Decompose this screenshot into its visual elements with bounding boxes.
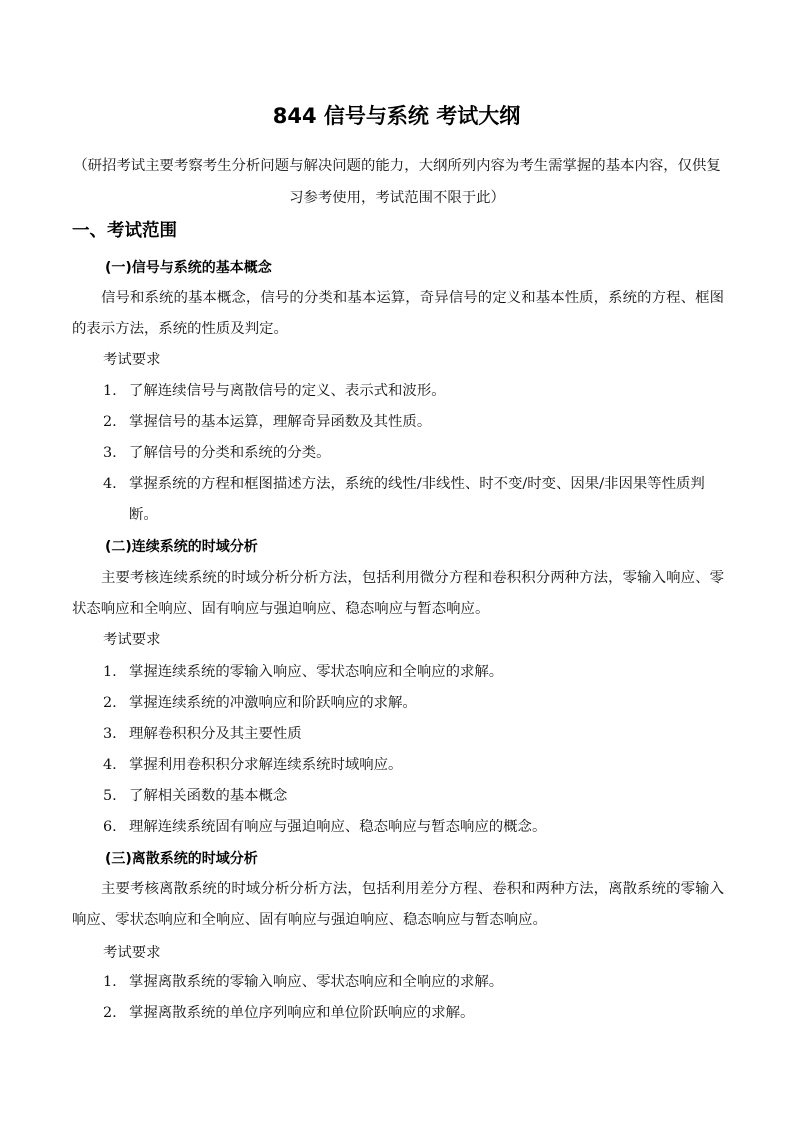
list-item-text: 了解信号的分类和系统的分类。 [129, 445, 331, 461]
list-item [103, 719, 723, 750]
list-item [103, 469, 723, 531]
list-item-number: 3. [103, 726, 117, 742]
list-item-text: 掌握离散系统的单位序列响应和单位阶跃响应的求解。 [129, 1005, 475, 1021]
section-heading-exam-scope: 一、考试范围 [72, 221, 177, 241]
list-item-number: 2. [103, 1005, 117, 1021]
list-item-number: 3. [103, 445, 117, 461]
list-item-number: 4. [103, 476, 117, 492]
list-item-text: 了解连续信号与离散信号的定义、表示式和波形。 [129, 383, 446, 399]
list-item-text: 理解卷积积分及其主要性质 [129, 726, 302, 742]
list-item-text: 掌握利用卷积积分求解连续系统时域响应。 [129, 757, 403, 773]
list-item [103, 812, 723, 843]
subsection-description: 主要考核连续系统的时域分析分析方法，包括利用微分方程和卷积积分两种方法，零输入响应、零状态响应和全响应、固有响应与强迫响应、稳态响应与暂态响应。 [72, 570, 724, 617]
requirements-label: 考试要求 [103, 945, 161, 961]
list-item-text: 掌握系统的方程和框图描述方法，系统的线性/非线性、时不变/时变、因果/非因果等性质判断。 [129, 476, 705, 523]
requirements-label: 考试要求 [103, 632, 161, 648]
list-item-number: 5. [103, 788, 117, 804]
list-item [103, 438, 723, 469]
list-item [103, 998, 723, 1029]
list-item-text: 掌握信号的基本运算，理解奇异函数及其性质。 [129, 414, 432, 430]
list-item [103, 657, 723, 688]
list-item [103, 750, 723, 781]
list-item-number: 1. [103, 664, 117, 680]
list-item-number: 6. [103, 819, 117, 835]
list-item-text: 了解相关函数的基本概念 [129, 788, 288, 804]
document-title: 844 信号与系统 考试大纲 [272, 104, 521, 128]
subsection-description: 主要考核离散系统的时域分析分析方法，包括利用差分方程、卷积和两种方法，离散系统的零输入响应、零状态响应和全响应、固有响应与强迫响应、稳态响应与暂态响应。 [72, 881, 724, 928]
list-item-text: 理解连续系统固有响应与强迫响应、稳态响应与暂态响应的概念。 [129, 819, 547, 835]
list-item-text: 掌握连续系统的冲激响应和阶跃响应的求解。 [129, 695, 417, 711]
list-item-number: 4. [103, 757, 117, 773]
list-item-number: 2. [103, 414, 117, 430]
list-item-text: 掌握连续系统的零输入响应、零状态响应和全响应的求解。 [129, 664, 504, 680]
subsection-heading-discrete-time-domain: (三)离散系统的时域分析 [105, 851, 258, 867]
list-item [103, 376, 723, 407]
list-item-number: 2. [103, 695, 117, 711]
document-subtitle-note: （研招考试主要考察考生分析问题与解决问题的能力，大纲所列内容为考生需掌握的基本内容，仅供复习参考使用，考试范围不限于此） [73, 158, 721, 206]
list-item [103, 781, 723, 812]
subsection-heading-basic-concepts: (一)信号与系统的基本概念 [105, 260, 272, 276]
subsection-heading-continuous-time-domain: (二)连续系统的时域分析 [105, 539, 258, 555]
list-item-number: 1. [103, 974, 117, 990]
list-item [103, 688, 723, 719]
list-item-text: 掌握离散系统的零输入响应、零状态响应和全响应的求解。 [129, 974, 504, 990]
requirements-label: 考试要求 [103, 352, 161, 368]
list-item-number: 1. [103, 383, 117, 399]
list-item [103, 407, 723, 438]
list-item [103, 967, 723, 998]
subsection-description: 信号和系统的基本概念，信号的分类和基本运算，奇异信号的定义和基本性质，系统的方程、框图的表示方法，系统的性质及判定。 [72, 290, 724, 337]
